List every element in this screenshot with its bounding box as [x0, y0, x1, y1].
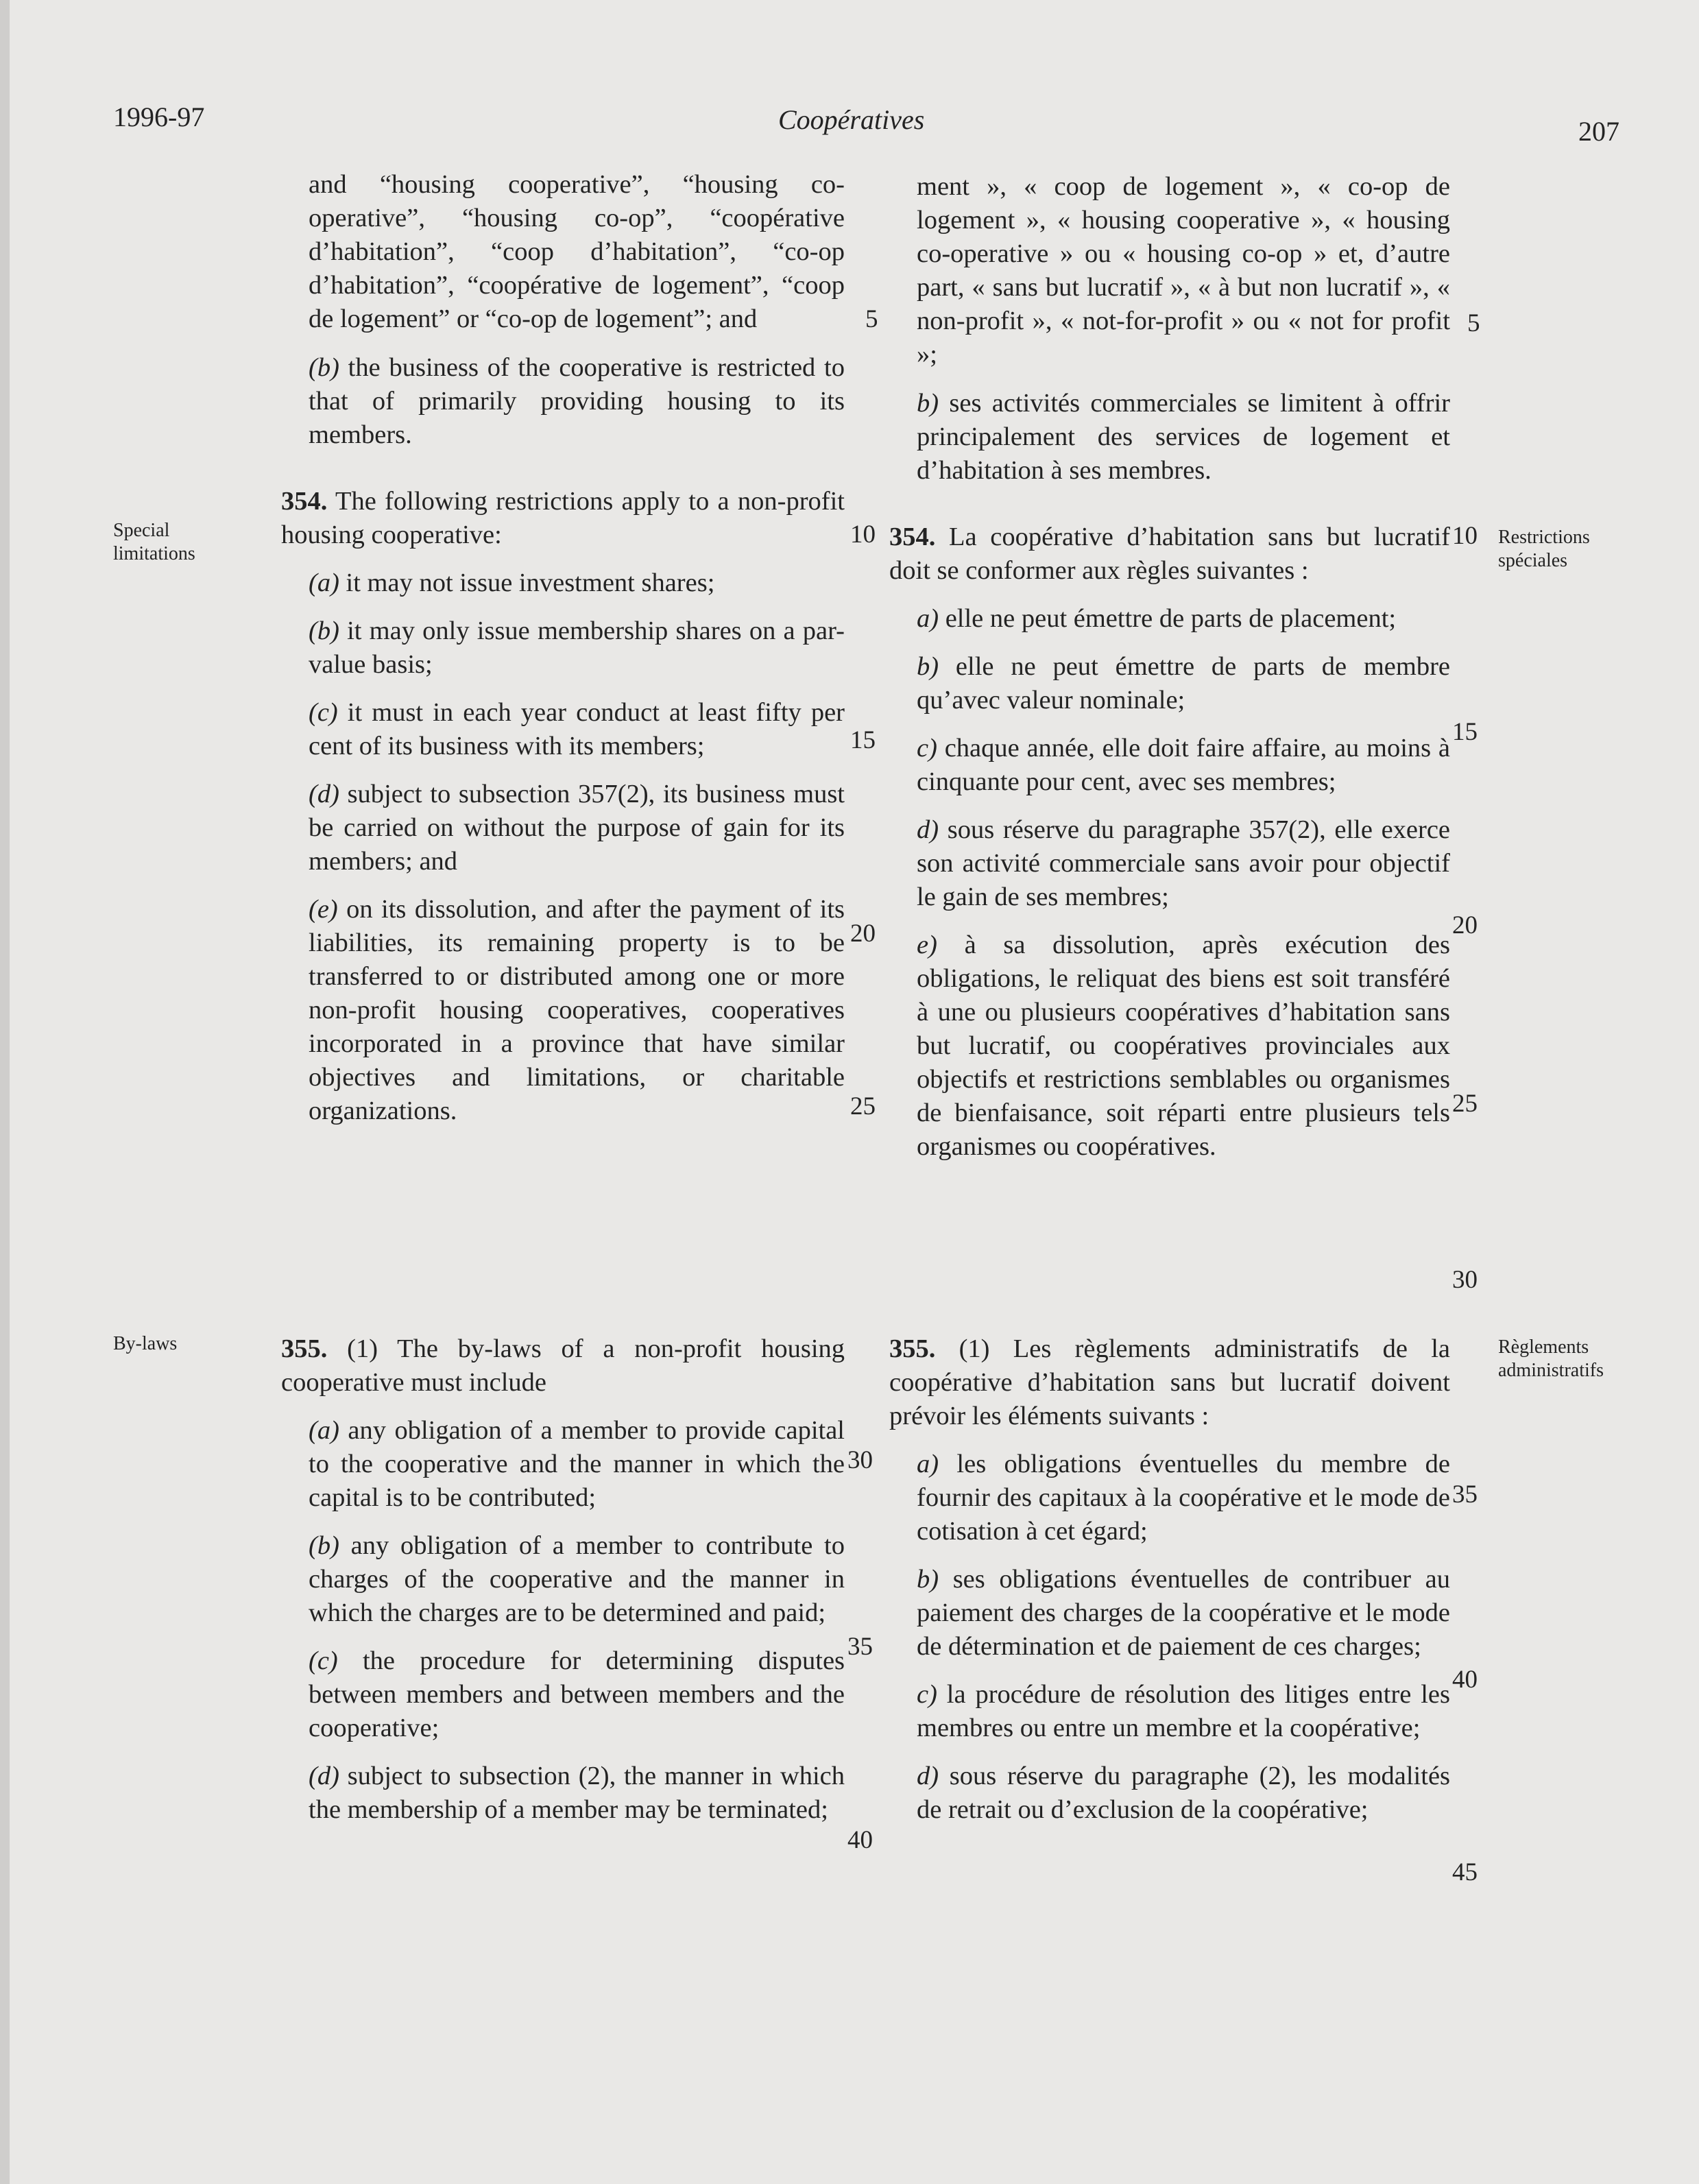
fr-continuation-item-b: b) ses activités commerciales se limitent à offrir principalement des services de logement et d’habitation à ses membres.: [917, 389, 1451, 485]
en-section-355-intro: 355. (1) The by-laws of a non-profit housing cooperative must include: [281, 1334, 845, 1397]
fr-355-a: a) les obligations éventuelles du membre de fournir des capitaux à la coopérative et le mode de cotisation à cet égard;: [917, 1450, 1451, 1546]
english-column-355: [281, 1332, 845, 1841]
fr-section-354-intro: 354. La coopérative d’habitation sans but lucratif doit se conformer aux règles suivantes :: [889, 523, 1450, 585]
line-number-fr: 30: [1452, 1266, 1478, 1294]
english-column: [281, 168, 845, 1142]
fr-section-355-intro: 355. (1) Les règlements administratifs de la coopérative d’habitation sans but lucratif doivent prévoir les éléments suivants :: [889, 1334, 1450, 1430]
en-355-b: (b) any obligation of a member to contribute to charges of the cooperative and the manner in which the charges are to be determined and paid;: [309, 1531, 845, 1627]
line-number-fr: 20: [1452, 911, 1478, 939]
en-354-d: (d) subject to subsection 357(2), its business must be carried on without the purpose of gain for its members; and: [309, 780, 845, 876]
line-number-fr: 35: [1452, 1480, 1478, 1509]
header-year: 1996-97: [113, 101, 205, 132]
en-354-e: (e) on its dissolution, and after the payment of its liabilities, its remaining property is to be transferred to or distributed among one or more non-profit housing cooperatives, cooperatives incorporated in a province that have similar objectives and limitations, or charitable organizations.: [309, 895, 845, 1125]
fr-355-b: b) ses obligations éventuelles de contribuer au paiement des charges de la coopérative et le mode de détermination et de paiement de ces charges;: [917, 1565, 1450, 1661]
line-number-en: 15: [850, 726, 876, 754]
line-number-en: 10: [850, 520, 876, 549]
line-number-en: 40: [847, 1826, 873, 1854]
en-354-a: (a) it may not issue investment shares;: [309, 568, 715, 597]
header-title: Coopératives: [778, 104, 925, 135]
line-number-en: 20: [850, 920, 876, 948]
fr-354-e: e) à sa dissolution, après exécution des obligations, le reliquat des biens est soit transféré à une ou plusieurs coopératives d’habitation sans but lucratif, ou coopératives provinciales aux objectifs et restrictions semblables ou organismes de bienfaisance, soit réparti entre plusieurs tels organismes ou coopératives.: [917, 931, 1451, 1161]
margin-note-bylaws: By-laws: [113, 1333, 178, 1354]
line-number-fr: 25: [1452, 1090, 1478, 1118]
en-355-d: (d) subject to subsection (2), the manner in which the membership of a member may be terminated;: [309, 1762, 845, 1824]
french-column-355: [889, 1332, 1450, 1841]
en-355-a: (a) any obligation of a member to provide capital to the cooperative and the manner in which the capital is to be contributed;: [309, 1416, 845, 1512]
fr-354-a: a) elle ne peut émettre de parts de placement;: [917, 604, 1397, 633]
fr-355-d: d) sous réserve du paragraphe (2), les modalités de retrait ou d’exclusion de la coopérative;: [917, 1762, 1451, 1824]
margin-note-restrictions-speciales: Restrictions spéciales: [1498, 527, 1590, 571]
line-number-en: 25: [850, 1092, 876, 1120]
line-number-fr: 10: [1452, 522, 1478, 550]
margin-note-reglements-administratifs: Règlements administratifs: [1498, 1336, 1604, 1381]
line-number-en: 30: [847, 1446, 873, 1474]
line-number-fr: 5: [1467, 309, 1480, 337]
fr-continuation-para: ment », « coop de logement », « co-op de logement », « housing cooperative », « housing co-operative » ou « housing co-op » et, d’autre part, « sans but lucratif », « à but non lucratif », « non-profit », « not-for-profit » ou « not for profit »;: [917, 172, 1450, 369]
french-column: [889, 170, 1450, 1178]
header-page-number: 207: [1578, 116, 1619, 147]
en-355-c: (c) the procedure for determining disputes between members and between members and the cooperative;: [309, 1646, 845, 1742]
line-number-fr: 15: [1452, 718, 1478, 746]
line-number-en: 5: [865, 305, 878, 333]
en-continuation-item-b: (b) the business of the cooperative is restricted to that of primarily providing housing to its members.: [309, 353, 845, 449]
line-number-fr: 45: [1452, 1858, 1478, 1886]
en-section-354-intro: 354. The following restrictions apply to a non-profit housing cooperative:: [281, 487, 845, 549]
fr-354-c: c) chaque année, elle doit faire affaire, au moins à cinquante pour cent, avec ses membres;: [917, 734, 1451, 796]
margin-note-special-limitations: Special limitations: [113, 520, 195, 564]
line-number-fr: 40: [1452, 1666, 1478, 1694]
line-number-en: 35: [847, 1633, 873, 1661]
fr-354-b: b) elle ne peut émettre de parts de membre qu’avec valeur nominale;: [917, 652, 1451, 715]
en-continuation-para: and “housing cooperative”, “housing co-operative”, “housing co-op”, “coopérative d’habitation”, “coop d’habitation”, “co-op d’habitation”, “coopérative de logement”, “coop de logement” or “co-op de logement”; and: [309, 170, 845, 333]
page-edge-shadow: [0, 0, 10, 2184]
fr-355-c: c) la procédure de résolution des litiges entre les membres ou entre un membre et la coopérative;: [917, 1680, 1451, 1742]
en-354-c: (c) it must in each year conduct at least fifty per cent of its business with its members;: [309, 698, 845, 760]
fr-354-d: d) sous réserve du paragraphe 357(2), elle exerce son activité commerciale sans avoir pour objectif le gain de ses membres;: [917, 815, 1451, 911]
en-354-b: (b) it may only issue membership shares on a par-value basis;: [309, 616, 845, 679]
